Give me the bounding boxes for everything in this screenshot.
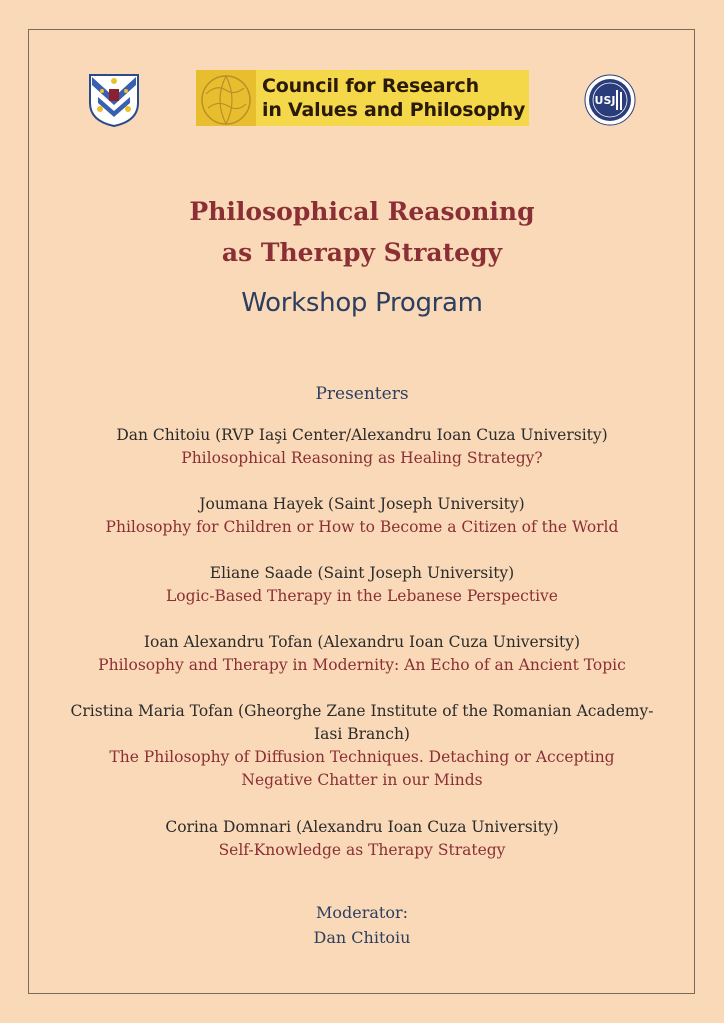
presenter-entry — [40, 700, 684, 792]
moderator-label: Moderator: — [315, 903, 408, 922]
presenter-name: Dan Chitoiu (RVP Iaşi Center/Alexandru Ioan Cuza University) — [116, 426, 608, 444]
moderator-name: Dan Chitoiu — [313, 928, 411, 947]
talk-title: Self-Knowledge as Therapy Strategy — [218, 841, 506, 859]
talk-title: Logic-Based Therapy in the Lebanese Perspective — [166, 587, 558, 605]
usj-seal-text: USJ — [594, 94, 616, 107]
presenter-name: Eliane Saade (Saint Joseph University) — [209, 564, 515, 582]
presenter-entry — [40, 424, 684, 470]
presenter-name-continued: Iasi Branch) — [314, 725, 410, 743]
page-title-line-1: Philosophical Reasoning — [189, 197, 535, 226]
talk-title: Philosophy for Children or How to Become a Citizen of the World — [105, 518, 619, 536]
org-name-line-1: Council for Research — [262, 75, 479, 97]
presenters-heading: Presenters — [315, 384, 409, 404]
page-title-line-2: as Therapy Strategy — [221, 238, 503, 267]
page-subtitle: Workshop Program — [241, 288, 483, 318]
presenter-entry — [40, 562, 684, 608]
talk-title-continued: Negative Chatter in our Minds — [241, 771, 483, 789]
presenter-name: Joumana Hayek (Saint Joseph University) — [199, 495, 525, 513]
crvp-banner-logo — [196, 70, 529, 126]
presenter-entry — [40, 493, 684, 539]
presenter-name: Cristina Maria Tofan (Gheorghe Zane Institute of the Romanian Academy- — [70, 702, 654, 720]
presenter-entry — [40, 631, 684, 677]
presenter-name: Ioan Alexandru Tofan (Alexandru Ioan Cuza University) — [143, 633, 581, 651]
usj-seal-logo — [584, 74, 636, 126]
talk-title: Philosophical Reasoning as Healing Strategy? — [181, 449, 543, 467]
org-name-line-2: in Values and Philosophy — [262, 99, 526, 121]
organization-name — [262, 74, 527, 122]
presenter-name: Corina Domnari (Alexandru Ioan Cuza University) — [165, 818, 559, 836]
globe-icon — [196, 70, 256, 126]
talk-title: Philosophy and Therapy in Modernity: An Echo of an Ancient Topic — [98, 656, 626, 674]
talk-title: The Philosophy of Diffusion Techniques. Detaching or Accepting — [109, 748, 615, 766]
presenter-entry — [40, 816, 684, 862]
university-crest-logo — [88, 73, 140, 127]
